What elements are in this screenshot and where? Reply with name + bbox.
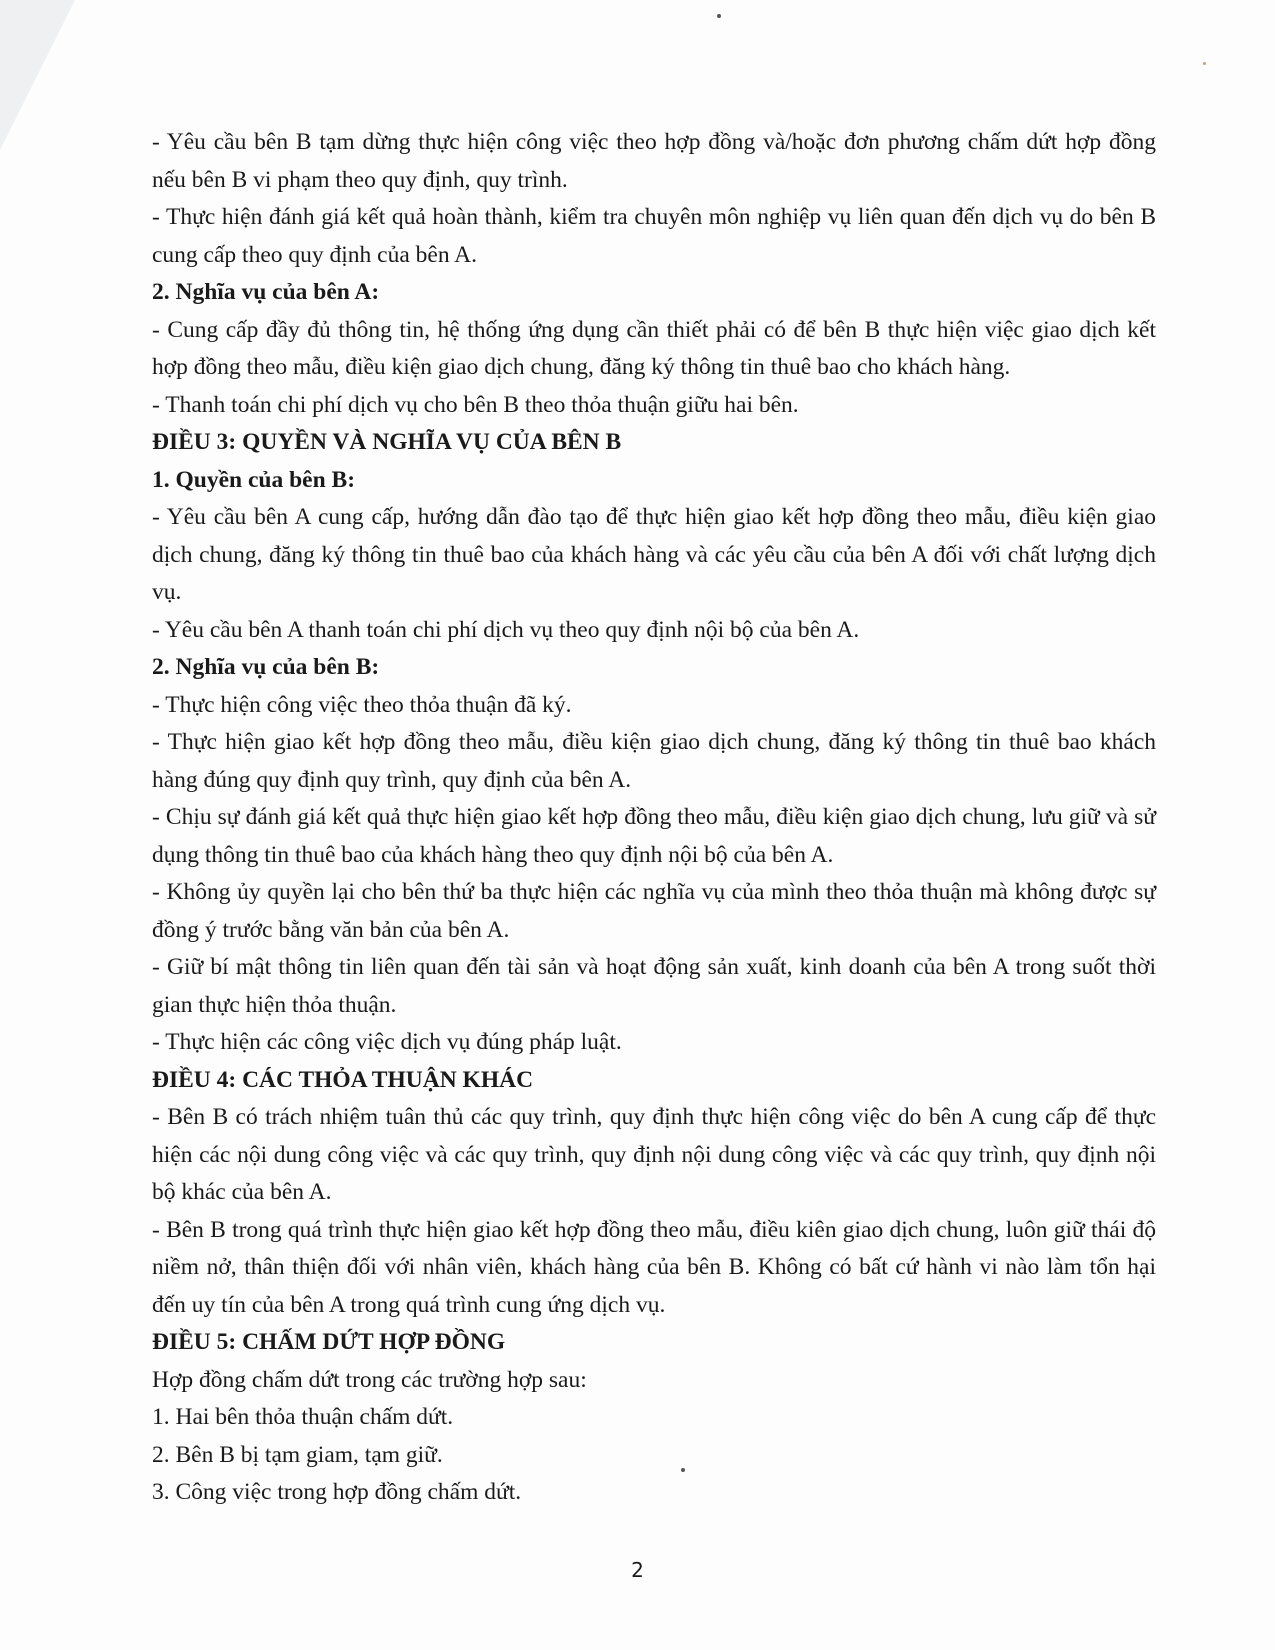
paragraph-bullet: - Yêu cầu bên A thanh toán chi phí dịch vụ theo quy định nội bộ của bên A. <box>152 616 860 643</box>
paragraph-bullet: - Không ủy quyền lại cho bên thứ ba thực hiện các nghĩa vụ của mình theo thỏa thuận mà không được sự đồng ý trước bằng văn bản của bên A. <box>152 879 1156 943</box>
list-item: 3. Công việc trong hợp đồng chấm dứt. <box>152 1479 522 1505</box>
heading-dieu-4: ĐIỀU 4: CÁC THỎA THUẬN KHÁC <box>152 1066 534 1093</box>
paragraph-bullet: - Yêu cầu bên A cung cấp, hướng dẫn đào tạo để thực hiện giao kết hợp đồng theo mẫu, điều kiện giao dịch chung, đăng ký thông tin thuê bao của khách hàng và các yêu cầu của bên A đối với chất lượng dịch vụ. <box>152 504 1156 605</box>
subheading-nghia-vu-ben-b: 2. Nghĩa vụ của bên B: <box>152 654 380 680</box>
paragraph-bullet: - Cung cấp đầy đủ thông tin, hệ thống ứng dụng cần thiết phải có để bên B thực hiện việc giao dịch kết hợp đồng theo mẫu, điều kiện giao dịch chung, đăng ký thông tin thuê bao cho khách hàng. <box>152 316 1156 380</box>
paragraph-bullet: - Thực hiện công việc theo thỏa thuận đã ký. <box>152 691 572 718</box>
subheading-quyen-ben-b: 1. Quyền của bên B: <box>152 466 356 493</box>
paragraph-bullet: - Giữ bí mật thông tin liên quan đến tài sản và hoạt động sản xuất, kinh doanh của bên A trong suốt thời gian thực hiện thỏa thuận. <box>152 954 1156 1018</box>
subheading-nghia-vu-ben-a: 2. Nghĩa vụ của bên A: <box>152 279 380 305</box>
list-item: 2. Bên B bị tạm giam, tạm giữ. <box>152 1441 443 1468</box>
document-body <box>152 124 1156 1512</box>
paragraph-bullet: - Bên B trong quá trình thực hiện giao kết hợp đồng theo mẫu, điều kiên giao dịch chung, luôn giữ thái độ niềm nở, thân thiện đối với nhân viên, khách hàng của bên B. Không có bất cứ hành vi nào làm tổn hại đến uy tín của bên A trong quá trình cung ứng dịch vụ. <box>152 1216 1156 1318</box>
paragraph-bullet: - Bên B có trách nhiệm tuân thủ các quy trình, quy định thực hiện công việc do bên A cung cấp để thực hiện các nội dung công việc và các quy trình, quy định nội dung công việc và các quy trình, quy định nội bộ khác của bên A. <box>152 1104 1156 1205</box>
paragraph-bullet: - Thực hiện giao kết hợp đồng theo mẫu, điều kiện giao dịch chung, đăng ký thông tin thuê bao khách hàng đúng quy định quy trình, quy định của bên A. <box>152 729 1156 793</box>
heading-dieu-5: ĐIỀU 5: CHẤM DỨT HỢP ĐỒNG <box>152 1329 506 1355</box>
scan-speck <box>681 1468 685 1472</box>
scan-speck <box>717 14 721 18</box>
paragraph-bullet: - Thực hiện đánh giá kết quả hoàn thành, kiểm tra chuyên môn nghiệp vụ liên quan đến dịch vụ do bên B cung cấp theo quy định của bên A. <box>152 204 1156 268</box>
heading-dieu-3: ĐIỀU 3: QUYỀN VÀ NGHĨA VỤ CỦA BÊN B <box>152 429 622 455</box>
paragraph-bullet: - Yêu cầu bên B tạm dừng thực hiện công việc theo hợp đồng và/hoặc đơn phương chấm dứt hợp đồng nếu bên B vi phạm theo quy định, quy trình. <box>152 129 1156 193</box>
paragraph-bullet: - Thanh toán chi phí dịch vụ cho bên B theo thỏa thuận giữu hai bên. <box>152 391 799 418</box>
paragraph-bullet: - Chịu sự đánh giá kết quả thực hiện giao kết hợp đồng theo mẫu, điều kiện giao dịch chung, lưu giữ và sử dụng thông tin thuê bao của khách hàng theo quy định nội bộ của bên A. <box>152 804 1156 868</box>
scan-speck <box>1203 62 1206 65</box>
list-item: 1. Hai bên thỏa thuận chấm dứt. <box>152 1404 454 1430</box>
scan-corner-fold <box>0 0 75 150</box>
paragraph-text: Hợp đồng chấm dứt trong các trường hợp sau: <box>152 1366 587 1393</box>
page-number: 2 <box>631 1558 644 1582</box>
paragraph-bullet: - Thực hiện các công việc dịch vụ đúng pháp luật. <box>152 1029 622 1055</box>
